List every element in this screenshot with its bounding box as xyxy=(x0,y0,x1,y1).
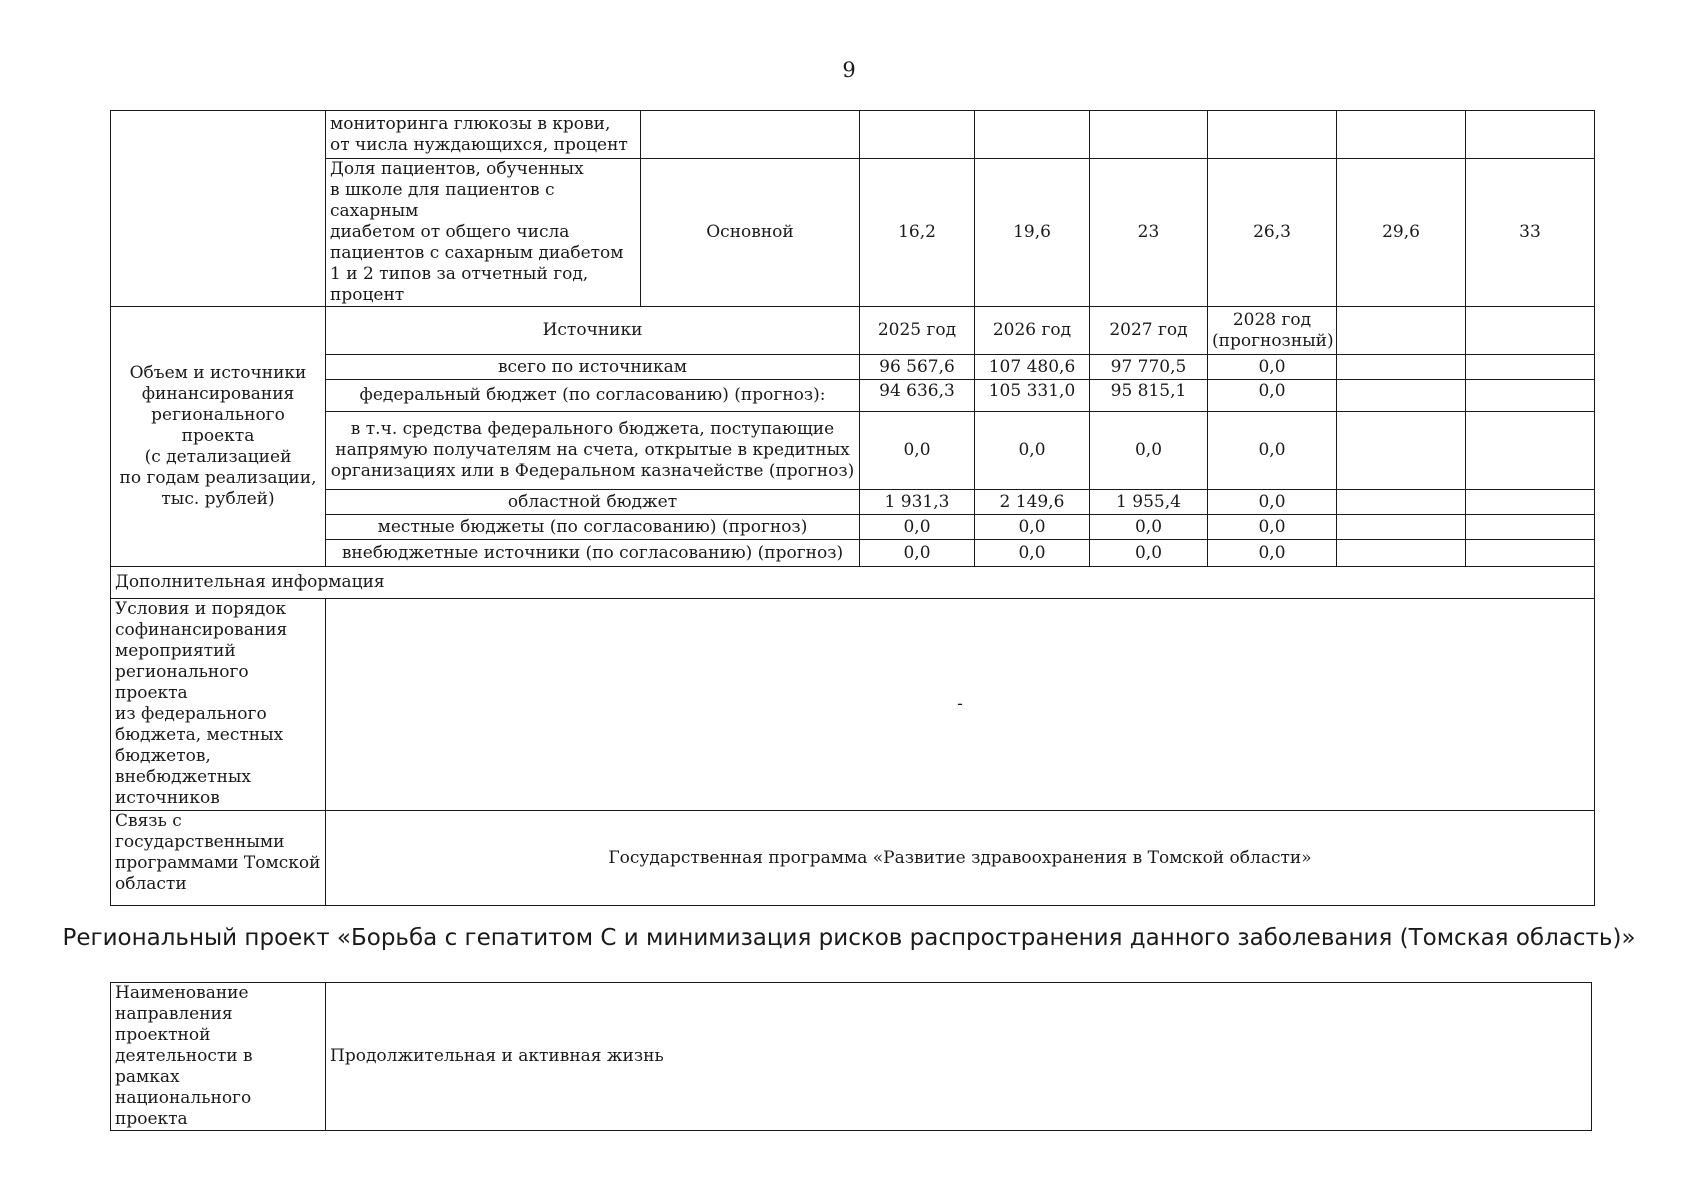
indicator-value: 29,6 xyxy=(1337,159,1466,307)
indicator-value: 23 xyxy=(1090,159,1208,307)
financing-value: 96 567,6 xyxy=(860,355,975,380)
empty-cell xyxy=(1466,490,1595,515)
year-header: 2027 год xyxy=(1090,307,1208,355)
additional-info-heading: Дополнительная информация xyxy=(111,567,1595,599)
indicator-value xyxy=(1090,111,1208,159)
source-name: в т.ч. средства федерального бюджета, поступающие напрямую получателям на счета, открытые в кредитных организациях или в Федеральном казначействе (прогноз) xyxy=(326,412,860,490)
financing-value: 0,0 xyxy=(1208,490,1337,515)
source-name: местные бюджеты (по согласованию) (прогноз) xyxy=(326,515,860,540)
empty-cell xyxy=(1466,515,1595,540)
source-name: федеральный бюджет (по согласованию) (прогноз): xyxy=(326,380,860,412)
indicator-value xyxy=(975,111,1090,159)
financing-value: 97 770,5 xyxy=(1090,355,1208,380)
financing-value: 0,0 xyxy=(1208,412,1337,490)
empty-cell xyxy=(1466,540,1595,567)
indicator-value xyxy=(1466,111,1595,159)
source-name: всего по источникам xyxy=(326,355,860,380)
direction-value: Продолжительная и активная жизнь xyxy=(326,983,1592,1131)
direction-row xyxy=(111,983,1592,1131)
indicator-row xyxy=(111,111,1595,159)
indicator-type xyxy=(641,111,860,159)
indicator-value xyxy=(1208,111,1337,159)
cofinancing-value: - xyxy=(326,599,1595,811)
sources-header: Источники xyxy=(326,307,860,355)
year-header: 2028 год (прогнозный) xyxy=(1208,307,1337,355)
indicator-value: 33 xyxy=(1466,159,1595,307)
financing-header-row xyxy=(111,307,1595,355)
source-name: внебюджетные источники (по согласованию) (прогноз) xyxy=(326,540,860,567)
empty-cell xyxy=(1337,380,1466,412)
empty-cell xyxy=(1337,412,1466,490)
empty-cell xyxy=(1337,307,1466,355)
financing-value: 0,0 xyxy=(860,540,975,567)
financing-value: 105 331,0 xyxy=(975,380,1090,412)
indicator-row xyxy=(111,159,1595,307)
financing-value: 0,0 xyxy=(1090,412,1208,490)
empty-cell xyxy=(1337,355,1466,380)
indicator-value: 19,6 xyxy=(975,159,1090,307)
programs-label: Связь с государственными программами Томской области xyxy=(111,811,326,906)
financing-row xyxy=(111,540,1595,567)
financing-value: 0,0 xyxy=(1090,540,1208,567)
financing-value: 0,0 xyxy=(860,412,975,490)
empty-label-cell xyxy=(111,111,326,307)
financing-value: 2 149,6 xyxy=(975,490,1090,515)
empty-cell xyxy=(1337,490,1466,515)
indicator-value xyxy=(860,111,975,159)
programs-row xyxy=(111,811,1595,906)
financing-value: 0,0 xyxy=(975,540,1090,567)
financing-value: 0,0 xyxy=(975,515,1090,540)
financing-value: 0,0 xyxy=(1208,355,1337,380)
additional-info-row xyxy=(111,567,1595,599)
financing-value: 1 931,3 xyxy=(860,490,975,515)
source-name: областной бюджет xyxy=(326,490,860,515)
empty-cell xyxy=(1466,355,1595,380)
financing-row xyxy=(111,412,1595,490)
financing-value: 95 815,1 xyxy=(1090,380,1208,412)
cofinancing-label: Условия и порядок софинансирования мероприятий регионального проекта из федерального бюджета, местных бюджетов, внебюджетных источников xyxy=(111,599,326,811)
financing-value: 94 636,3 xyxy=(860,380,975,412)
financing-value: 0,0 xyxy=(1208,380,1337,412)
section-title: Региональный проект «Борьба с гепатитом С и минимизация рисков распространения данного заболевания (Томская область)» xyxy=(62,925,1636,951)
passport-table xyxy=(110,110,1595,906)
indicator-value: 16,2 xyxy=(860,159,975,307)
financing-row xyxy=(111,380,1595,412)
financing-row xyxy=(111,355,1595,380)
financing-label: Объем и источники финансирования регионального проекта (с детализацией по годам реализации, тыс. рублей) xyxy=(111,307,326,567)
empty-cell xyxy=(1337,540,1466,567)
programs-value: Государственная программа «Развитие здравоохранения в Томской области» xyxy=(326,811,1595,906)
financing-value: 0,0 xyxy=(1208,540,1337,567)
page-number: 9 xyxy=(842,58,856,82)
empty-cell xyxy=(1337,515,1466,540)
financing-value: 0,0 xyxy=(1208,515,1337,540)
year-header: 2025 год xyxy=(860,307,975,355)
cofinancing-row xyxy=(111,599,1595,811)
financing-value: 0,0 xyxy=(1090,515,1208,540)
direction-label: Наименование направления проектной деятельности в рамках национального проекта xyxy=(111,983,326,1131)
indicator-name: Доля пациентов, обученных в школе для пациентов с сахарным диабетом от общего числа пациентов с сахарным диабетом 1 и 2 типов за отчетный год, процент xyxy=(326,159,641,307)
indicator-type: Основной xyxy=(641,159,860,307)
financing-value: 0,0 xyxy=(975,412,1090,490)
financing-value: 1 955,4 xyxy=(1090,490,1208,515)
financing-value: 107 480,6 xyxy=(975,355,1090,380)
financing-row xyxy=(111,490,1595,515)
year-header: 2026 год xyxy=(975,307,1090,355)
empty-cell xyxy=(1466,412,1595,490)
indicator-name: мониторинга глюкозы в крови, от числа нуждающихся, процент xyxy=(326,111,641,159)
financing-value: 0,0 xyxy=(860,515,975,540)
direction-table xyxy=(110,982,1592,1131)
indicator-value: 26,3 xyxy=(1208,159,1337,307)
empty-cell xyxy=(1466,380,1595,412)
financing-row xyxy=(111,515,1595,540)
indicator-value xyxy=(1337,111,1466,159)
empty-cell xyxy=(1466,307,1595,355)
